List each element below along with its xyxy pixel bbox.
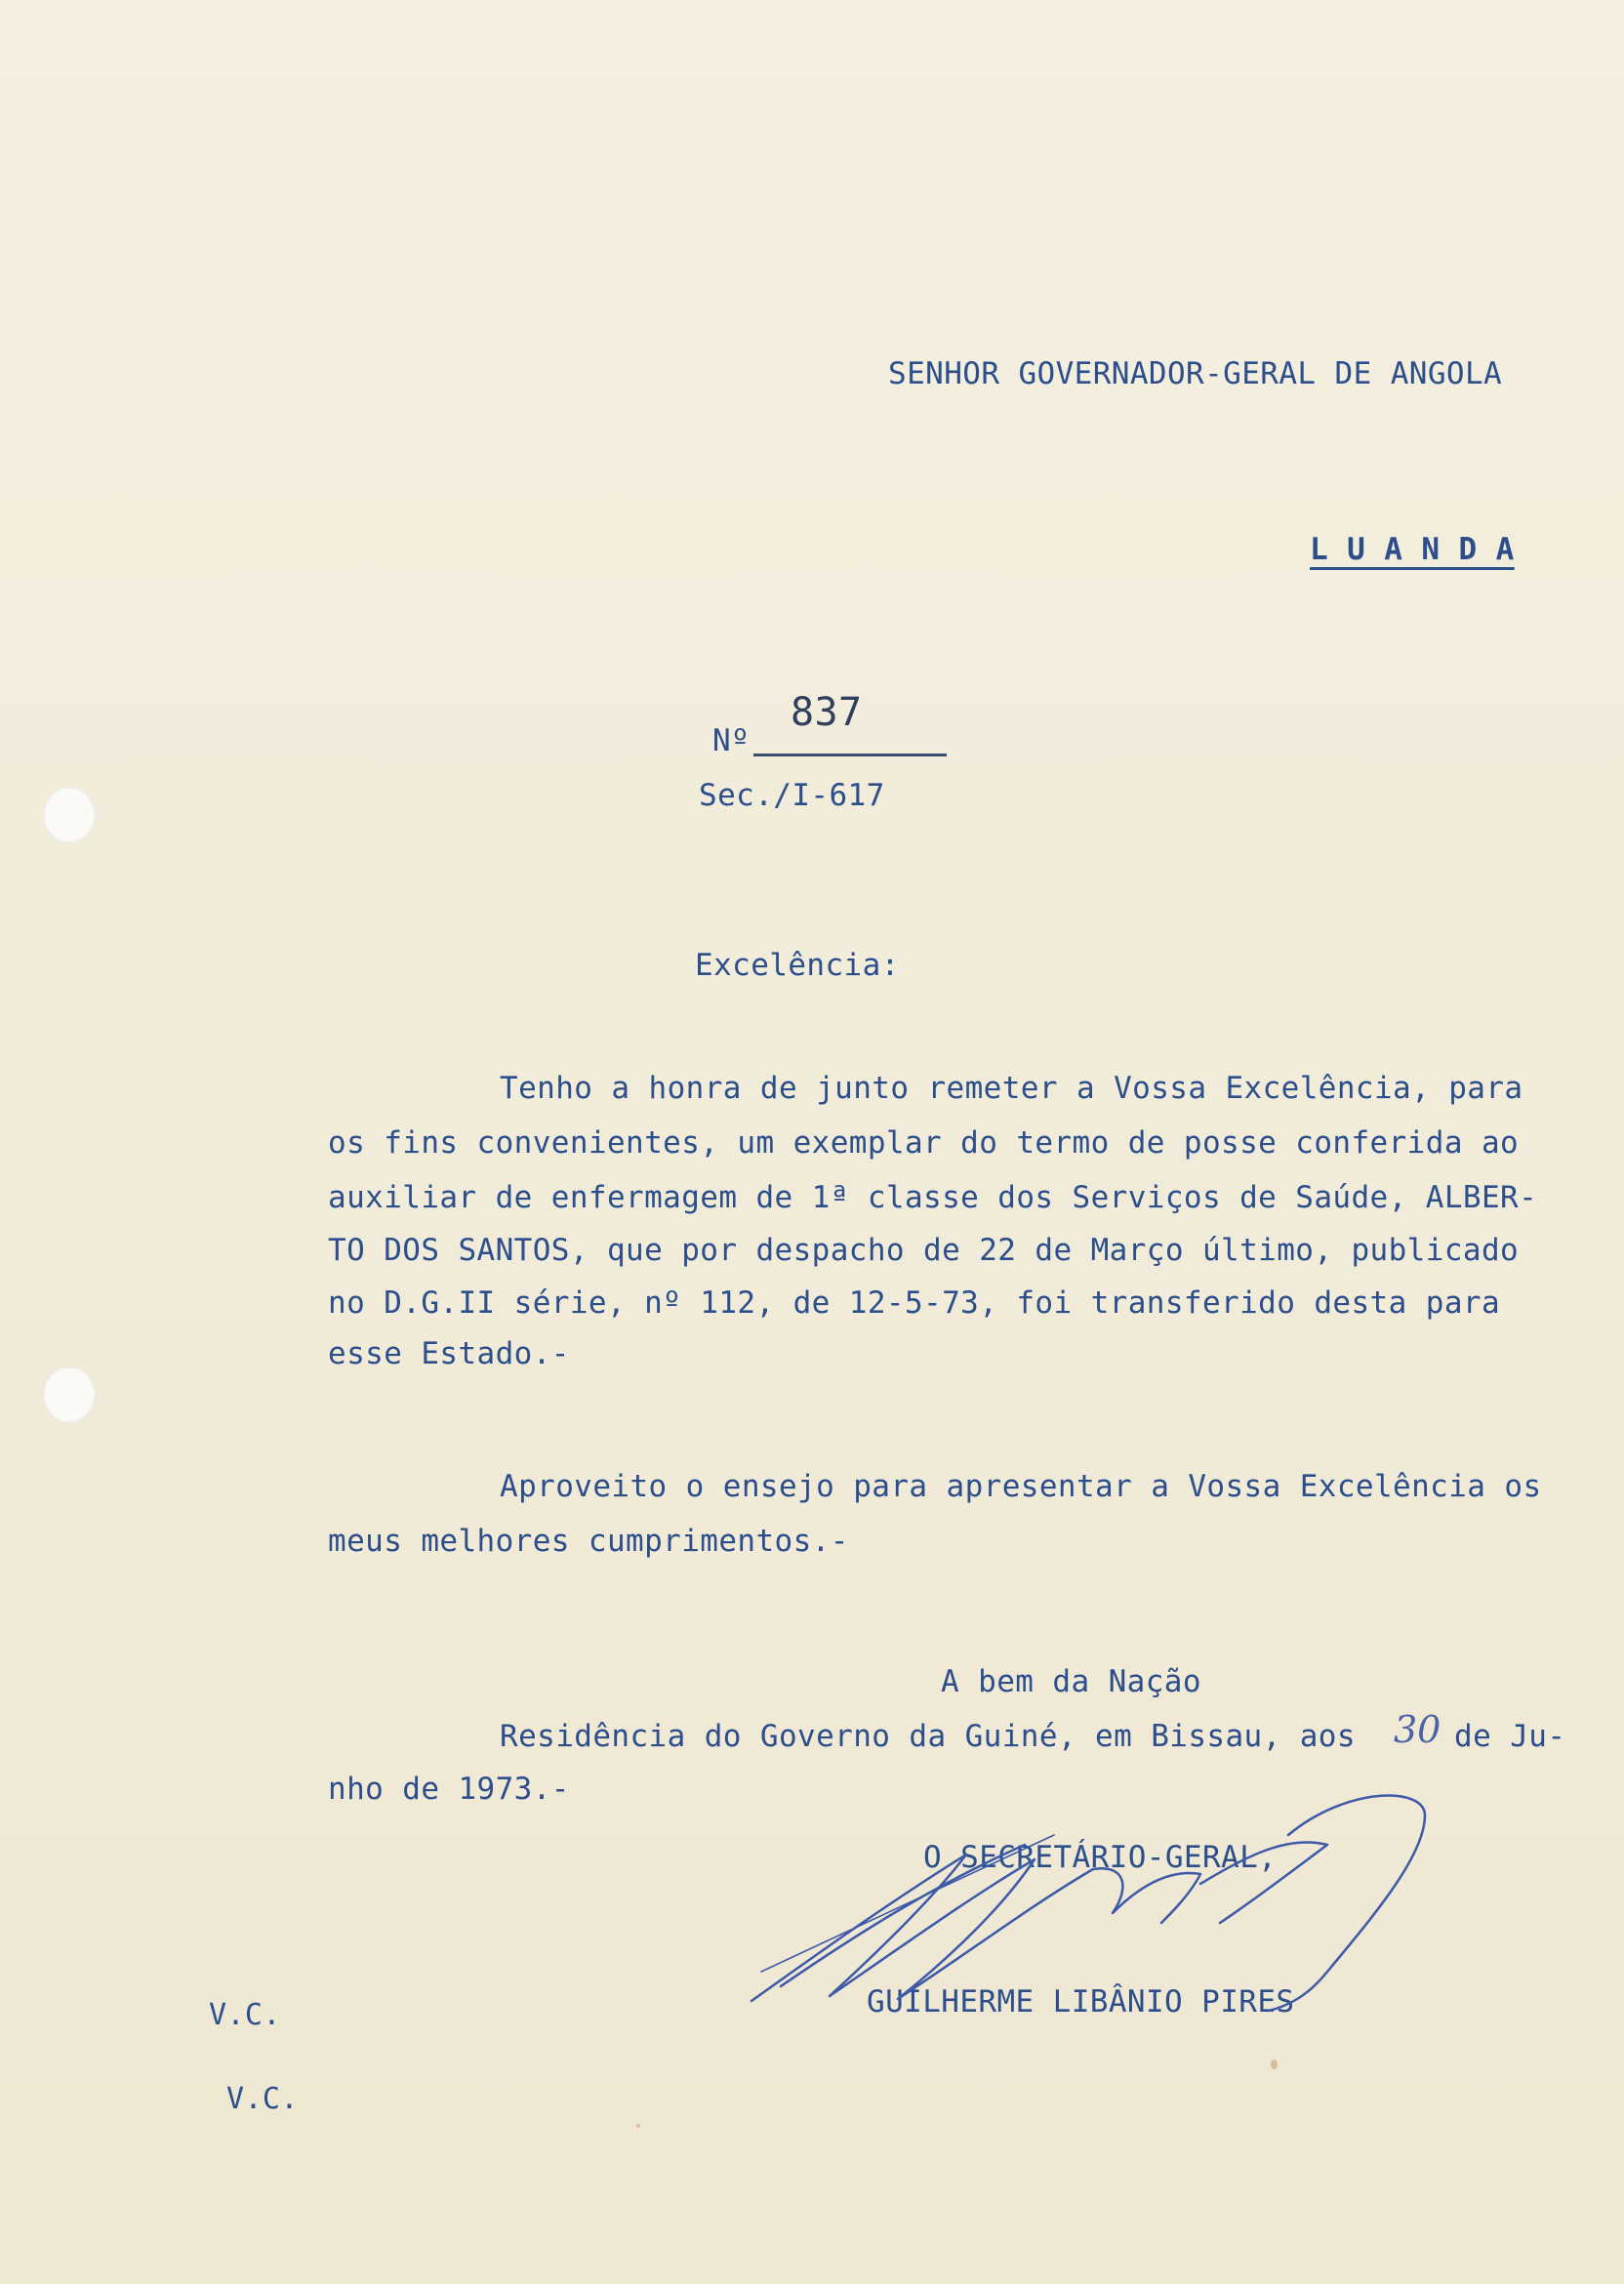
punch-hole-top [43,787,96,843]
p1-line-6: esse Estado.- [328,1336,570,1371]
p2-line-1: Aproveito o ensejo para apresentar a Vossa Excelência os [500,1469,1542,1504]
p1-line-5: no D.G.II série, nº 112, de 12-5-73, foi transferido desta para [328,1285,1501,1321]
number-label: Nº [712,723,751,758]
p1-line-3: auxiliar de enfermagem de 1ª classe dos Serviços de Saúde, ALBER- [328,1180,1538,1215]
handwritten-signature [742,1776,1444,2030]
signatory-name: GUILHERME LIBÂNIO PIRES [867,1984,1295,2019]
punch-hole-bottom [43,1366,96,1423]
document-number: 837 [791,690,863,735]
vc-mark-1: V.C. [209,1998,281,2032]
vc-mark-2: V.C. [226,2082,299,2116]
paper-stain [1271,2060,1278,2069]
closing-line-1-prefix: Residência do Governo da Guiné, em Bissau, aos [500,1719,1356,1754]
number-underline [753,754,947,756]
p1-line-1: Tenho a honra de junto remeter a Vossa Excelência, para [500,1071,1523,1106]
p2-line-2: meus melhores cumprimentos.- [328,1524,849,1559]
p1-line-4: TO DOS SANTOS, que por despacho de 22 de Março último, publicado [328,1233,1520,1268]
p1-line-2: os fins convenientes, um exemplar do termo de posse conferida ao [328,1125,1520,1161]
city: L U A N D A [1310,532,1515,567]
closing-line-1-suffix: de Ju- [1454,1719,1566,1754]
closing-motto: A bem da Nação [941,1664,1201,1699]
closing-line-2: nho de 1973.- [328,1772,570,1807]
signatory-title: O SECRETÁRIO-GERAL, [923,1840,1278,1875]
addressee: SENHOR GOVERNADOR-GERAL DE ANGOLA [888,356,1503,391]
section-reference: Sec./I-617 [699,778,885,813]
paper-speck [636,2124,640,2128]
salutation: Excelência: [695,948,900,983]
handwritten-day: 30 [1394,1708,1441,1751]
